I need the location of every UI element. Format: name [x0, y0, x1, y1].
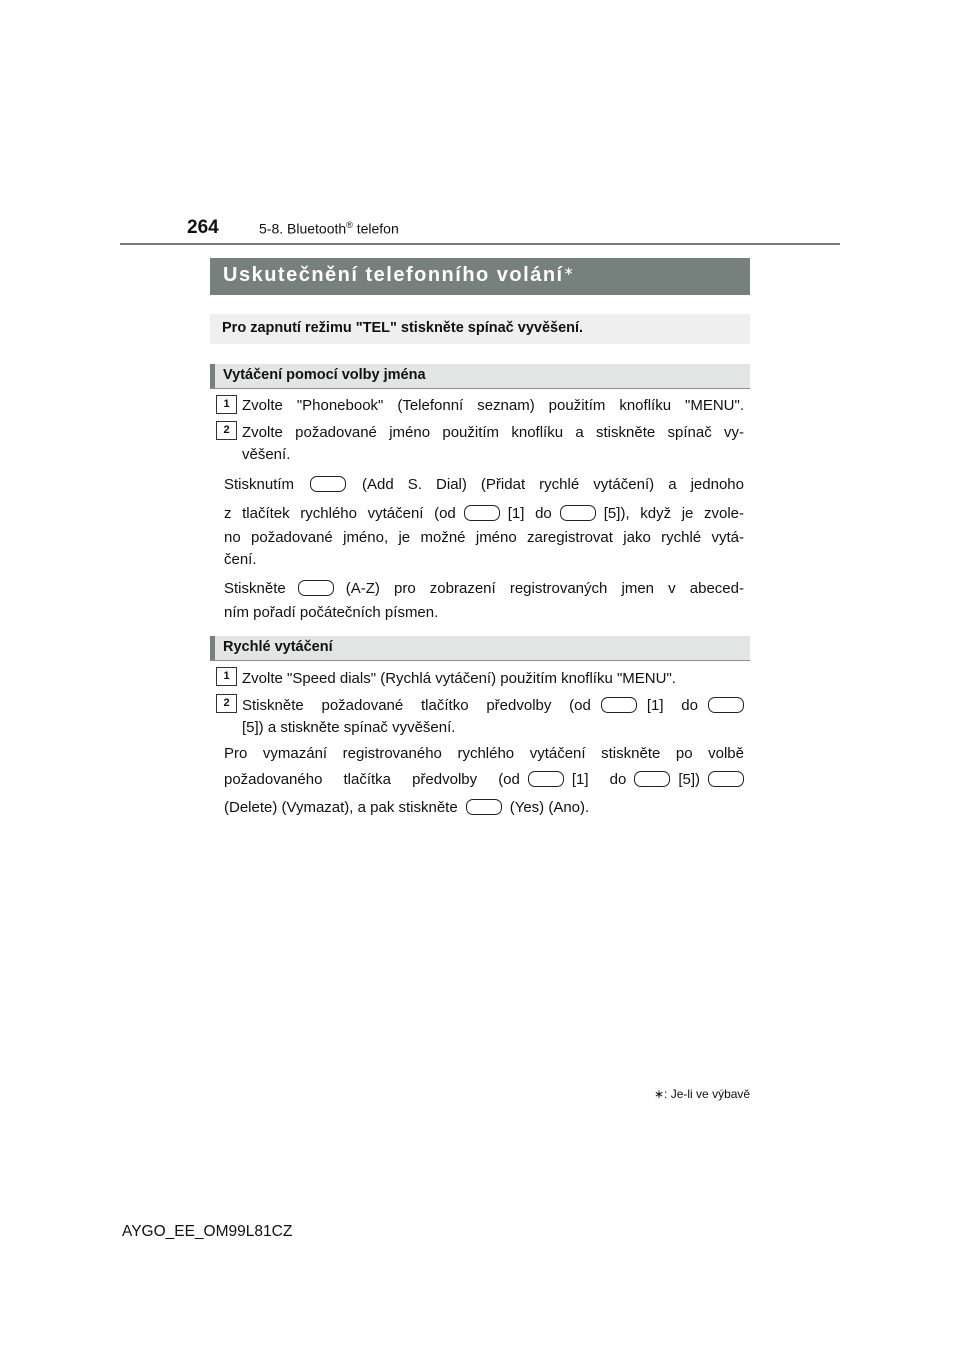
- section-title: [223, 264, 575, 287]
- info-text: Pro zapnutí režimu "TEL" stiskněte spínač vyvěšení.: [222, 320, 584, 336]
- paragraph-add-speed-dial-line2: [224, 505, 744, 523]
- preset-button-icon: [560, 505, 596, 521]
- paragraph-delete-line3: [224, 799, 589, 817]
- chapter-suffix: telefon: [352, 220, 399, 237]
- step-number-1: 1: [216, 395, 237, 414]
- text-fragment: [5]): [678, 771, 700, 788]
- yes-button-icon: [466, 799, 502, 815]
- text-fragment: Stiskněte požadované tlačítko předvolby (od: [242, 697, 591, 714]
- section-heading-text: Vytáčení pomocí volby jména: [223, 367, 426, 383]
- preset-button-icon: [634, 771, 670, 787]
- section-heading-accent: [210, 364, 215, 388]
- paragraph-delete-line1: Pro vymazání registrovaného rychlého vytáčení stiskněte po volbě: [224, 745, 744, 762]
- registered-mark: ®: [346, 220, 353, 230]
- paragraph-add-speed-dial-line1: [224, 476, 744, 494]
- preset-button-icon: [464, 505, 500, 521]
- paragraph-add-speed-dial-line4: čení.: [224, 551, 257, 568]
- step-number-2: 2: [216, 421, 237, 440]
- preset-button-icon: [708, 697, 744, 713]
- text-fragment: Stisknutím: [224, 476, 295, 493]
- text-fragment: [5]), když je zvole-: [603, 505, 745, 522]
- paragraph-az-line2: ním pořadí počátečních písmen.: [224, 604, 439, 621]
- text-fragment: z tlačítek rychlého vytáčení (od: [224, 505, 456, 522]
- add-speed-dial-button-icon: [310, 476, 346, 492]
- footnote: ∗: Je-li ve výbavě: [654, 1087, 751, 1101]
- paragraph-add-speed-dial-line3: no požadované jméno, je možné jméno zaregistrovat jako rychlé vytá-: [224, 529, 744, 546]
- delete-button-icon: [708, 771, 744, 787]
- paragraph-delete-line2: [224, 771, 744, 789]
- step-1-text: Zvolte "Speed dials" (Rychlá vytáčení) použitím knoflíku "MENU".: [242, 670, 676, 687]
- section-heading-name-dial: [210, 364, 750, 389]
- section-title-bar: [210, 258, 750, 295]
- step-1-text: Zvolte "Phonebook" (Telefonní seznam) použitím knoflíku "MENU".: [242, 397, 744, 414]
- section-heading-accent: [210, 636, 215, 660]
- text-fragment: (A-Z) pro zobrazení registrovaných jmen v abeced-: [345, 580, 744, 597]
- paragraph-az-line1: [224, 580, 744, 598]
- document-code: AYGO_EE_OM99L81CZ: [122, 1223, 293, 1240]
- step-2-text-line2: [5]) a stiskněte spínač vyvěšení.: [242, 719, 456, 736]
- text-fragment: požadovaného tlačítka předvolby (od: [224, 771, 520, 788]
- section-heading-text: Rychlé vytáčení: [223, 639, 333, 655]
- step-2-text-line1: Zvolte požadované jméno použitím knoflíku a stiskněte spínač vy-: [242, 424, 744, 441]
- step-number-2: 2: [216, 694, 237, 713]
- step-number-1: 1: [216, 667, 237, 686]
- preset-button-icon: [601, 697, 637, 713]
- text-fragment: [1] do: [507, 505, 552, 522]
- section-title-text: Uskutečnění telefonního volání: [223, 264, 564, 286]
- chapter-prefix: 5-8. Bluetooth: [259, 220, 347, 237]
- text-fragment: (Yes) (Ano).: [509, 799, 590, 816]
- header-divider: [120, 243, 840, 245]
- preset-button-icon: [528, 771, 564, 787]
- step-2-text-line2: věšení.: [242, 446, 291, 463]
- az-button-icon: [298, 580, 334, 596]
- step-2-text-line1: [242, 697, 744, 715]
- text-fragment: Stiskněte: [224, 580, 286, 597]
- info-box: [210, 314, 750, 344]
- optional-equipment-mark: ∗: [563, 264, 576, 278]
- text-fragment: [1] do: [571, 771, 627, 788]
- text-fragment: (Delete) (Vymazat), a pak stiskněte: [224, 799, 458, 816]
- chapter-title: [259, 220, 399, 237]
- text-fragment: [1] do: [646, 697, 698, 714]
- text-fragment: (Add S. Dial) (Přidat rychlé vytáčení) a jednoho: [362, 476, 744, 493]
- section-heading-speed-dial: [210, 636, 750, 661]
- page-number: 264: [187, 217, 219, 238]
